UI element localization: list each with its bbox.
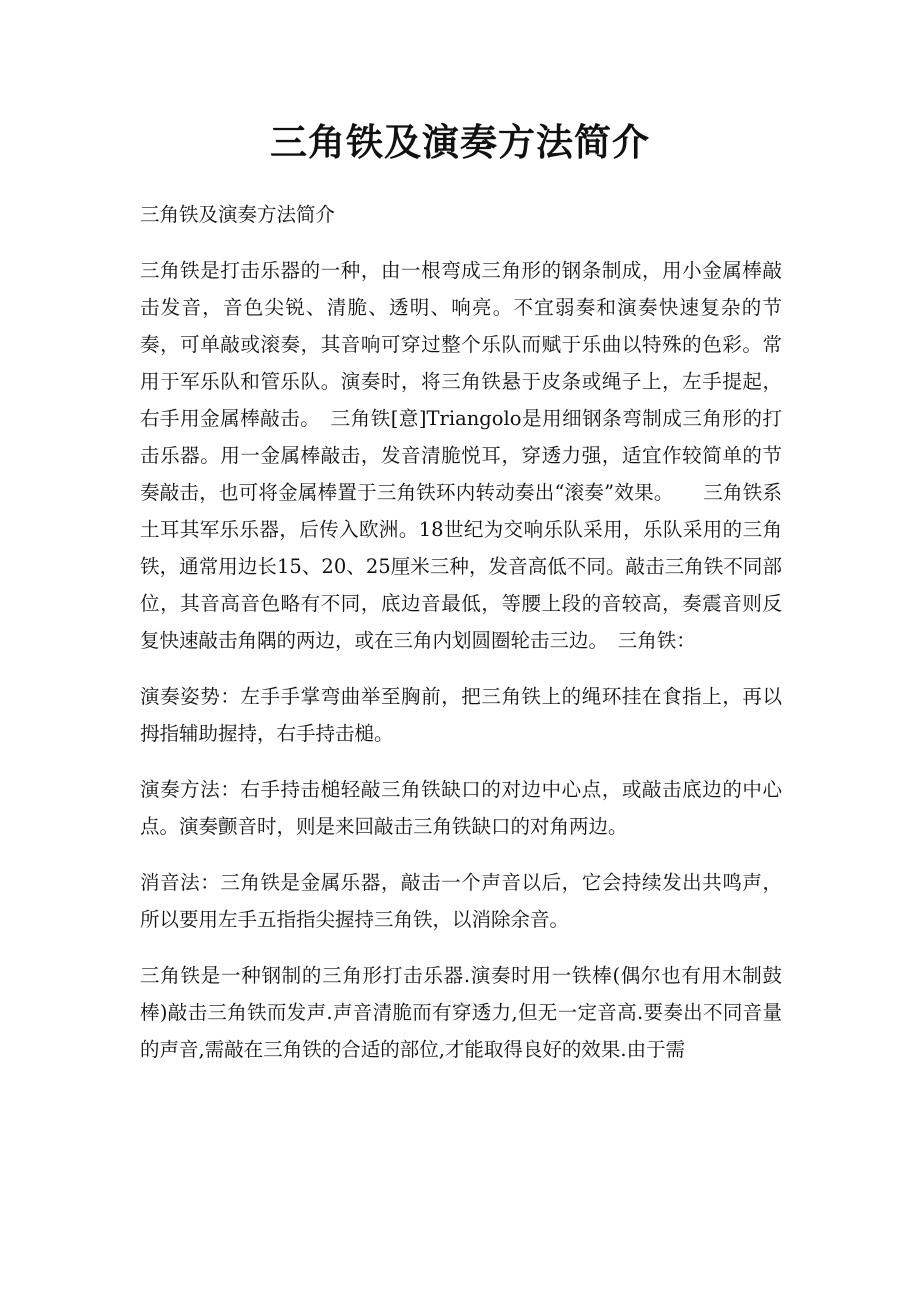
document-body (140, 196, 782, 1087)
posture-paragraph: 演奏姿势：左手手掌弯曲举至胸前，把三角铁上的绳环挂在食指上，再以拇指辅助握持，右手持击槌。 (140, 685, 782, 745)
intro-paragraph: 三角铁是打击乐器的一种，由一根弯成三角形的钢条制成，用小金属棒敲击发音，音色尖锐、清脆、透明、响亮。不宜弱奏和演奏快速复杂的节奏，可单敲或滚奏，其音响可穿过整个乐队而赋于乐曲以特殊的色彩。常用于军乐队和管乐队。演奏时，将三角铁悬于皮条或绳子上，左手提起，右手用金属棒敲击。 三角铁[意]Triangolo是用细钢条弯制成三角形的打击乐器。用一金属棒敲击，发音清脆悦耳，穿透力强，适宜作较简单的节奏敲击，也可将金属棒置于三角铁环内转动奏出“滚奏”效果。 三角铁系土耳其军乐乐器，后传入欧洲。18世纪为交响乐队采用，乐队采用的三角铁，通常用边长15、20、25厘米三种，发音高低不同。敲击三角铁不同部位，其音高音色略有不同，底边音最低，等腰上段的音较高，奏震音则反复快速敲击角隅的两边，或在三角内划圆圈轮击三边。 三角铁： (140, 259, 782, 652)
muting-paragraph: 消音法：三角铁是金属乐器，敲击一个声音以后，它会持续发出共鸣声，所以要用左手五指指尖握持三角铁，以消除余音。 (140, 871, 782, 931)
subtitle-paragraph: 三角铁及演奏方法简介 (140, 203, 336, 226)
document-title: 三角铁及演奏方法简介 (270, 120, 650, 164)
description-paragraph: 三角铁是一种钢制的三角形打击乐器.演奏时用一铁棒(偶尔也有用木制鼓棒)敲击三角铁而发声.声音清脆而有穿透力,但无一定音高.要奏出不同音量的声音,需敲在三角铁的合适的部位,才能取得良好的效果.由于需 (140, 964, 782, 1061)
method-paragraph: 演奏方法：右手持击槌轻敲三角铁缺口的对边中心点，或敲击底边的中心点。演奏颤音时，则是来回敲击三角铁缺口的对角两边。 (140, 778, 782, 838)
